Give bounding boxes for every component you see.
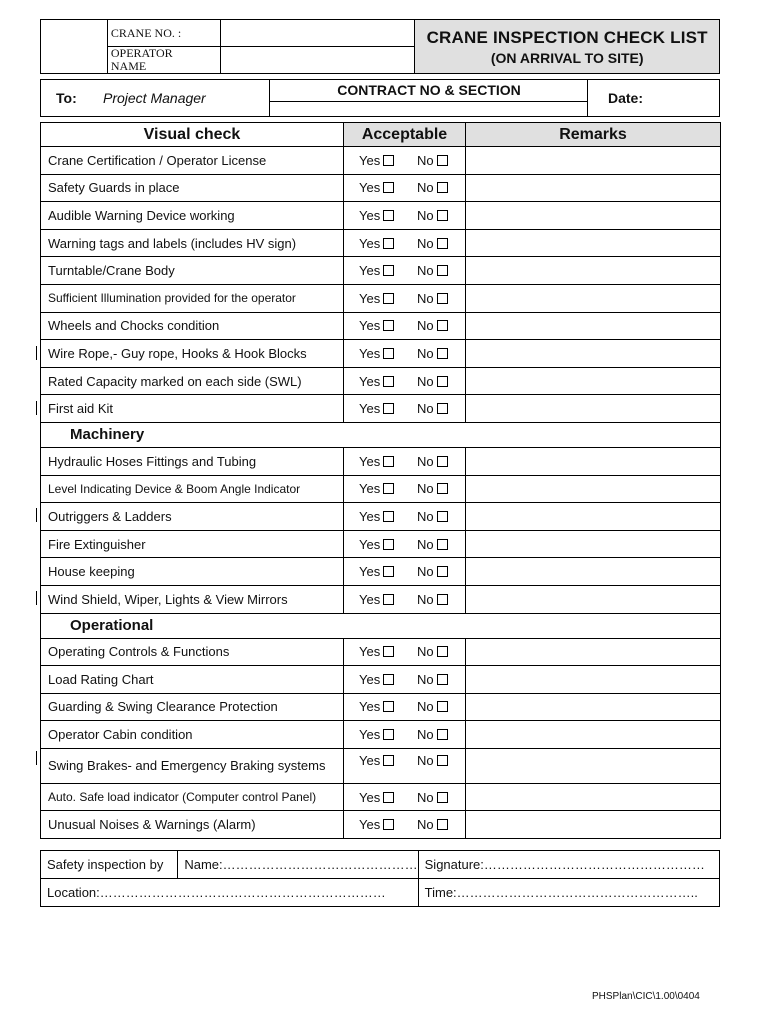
no-option[interactable] bbox=[417, 454, 448, 469]
column-header-row bbox=[41, 123, 721, 147]
no-option[interactable] bbox=[417, 644, 448, 659]
checklist-row bbox=[41, 284, 721, 312]
no-option[interactable] bbox=[417, 291, 448, 306]
yes-option[interactable] bbox=[359, 291, 417, 306]
yes-no-cell bbox=[344, 530, 466, 558]
checklist-row bbox=[41, 503, 721, 531]
yes-label: Yes bbox=[359, 263, 381, 279]
checklist-row bbox=[41, 721, 721, 749]
yes-checkbox[interactable] bbox=[383, 729, 394, 740]
no-checkbox[interactable] bbox=[437, 210, 448, 221]
yes-label: Yes bbox=[359, 481, 381, 497]
check-item-label: Fire Extinguisher bbox=[41, 530, 344, 558]
remarks-field[interactable] bbox=[466, 147, 721, 175]
no-label: No bbox=[417, 508, 434, 524]
remarks-field[interactable] bbox=[466, 530, 721, 558]
contract-label: CONTRACT NO & SECTION bbox=[269, 80, 588, 102]
check-item-label: Crane Certification / Operator License bbox=[41, 147, 344, 175]
yes-checkbox[interactable] bbox=[383, 155, 394, 166]
no-option[interactable] bbox=[417, 699, 448, 714]
check-item-label: First aid Kit bbox=[41, 395, 344, 423]
check-item-label: Auto. Safe load indicator (Computer control Panel) bbox=[41, 783, 344, 811]
operational-section-title: Operational bbox=[41, 613, 721, 638]
no-checkbox[interactable] bbox=[437, 674, 448, 685]
no-checkbox[interactable] bbox=[437, 155, 448, 166]
yes-label: Yes bbox=[359, 644, 381, 660]
no-checkbox[interactable] bbox=[437, 539, 448, 550]
yes-checkbox[interactable] bbox=[383, 456, 394, 467]
no-checkbox[interactable] bbox=[437, 483, 448, 494]
no-label: No bbox=[417, 373, 434, 389]
yes-label: Yes bbox=[359, 727, 381, 743]
no-label: No bbox=[417, 671, 434, 687]
yes-option[interactable] bbox=[359, 236, 417, 251]
date-box[interactable] bbox=[587, 80, 720, 116]
no-option[interactable] bbox=[417, 180, 448, 195]
no-label: No bbox=[417, 180, 434, 196]
yes-checkbox[interactable] bbox=[383, 320, 394, 331]
checklist-row bbox=[41, 174, 721, 202]
no-checkbox[interactable] bbox=[437, 701, 448, 712]
remarks-field[interactable] bbox=[466, 174, 721, 202]
no-checkbox[interactable] bbox=[437, 755, 448, 766]
yes-option[interactable] bbox=[359, 537, 417, 552]
check-item-label: Operator Cabin condition bbox=[41, 721, 344, 749]
yes-option[interactable] bbox=[359, 401, 417, 416]
yes-checkbox[interactable] bbox=[383, 182, 394, 193]
check-item-label: Wheels and Chocks condition bbox=[41, 312, 344, 340]
no-label: No bbox=[417, 591, 434, 607]
to-label: To: bbox=[56, 90, 77, 106]
remarks-field[interactable] bbox=[466, 475, 721, 503]
page-subtitle: (ON ARRIVAL TO SITE) bbox=[490, 49, 644, 66]
yes-no-cell bbox=[344, 748, 466, 783]
checklist-row bbox=[41, 558, 721, 586]
yes-checkbox[interactable] bbox=[383, 646, 394, 657]
no-label: No bbox=[417, 207, 434, 223]
no-label: No bbox=[417, 536, 434, 552]
no-label: No bbox=[417, 345, 434, 361]
yes-no-cell bbox=[344, 312, 466, 340]
checklist-row bbox=[41, 748, 721, 783]
operational-section-row bbox=[41, 613, 721, 638]
yes-checkbox[interactable] bbox=[383, 293, 394, 304]
remarks-field[interactable] bbox=[466, 693, 721, 721]
acceptable-header: Acceptable bbox=[344, 123, 466, 147]
checklist-row bbox=[41, 447, 721, 475]
operator-name-field[interactable] bbox=[220, 47, 415, 74]
operator-label-line2: NAME bbox=[110, 59, 147, 73]
check-item-label: House keeping bbox=[41, 558, 344, 586]
remarks-field[interactable] bbox=[466, 666, 721, 694]
no-option[interactable] bbox=[417, 318, 448, 333]
remarks-field[interactable] bbox=[466, 257, 721, 285]
remarks-field[interactable] bbox=[466, 638, 721, 666]
check-item-label: Wind Shield, Wiper, Lights & View Mirrors bbox=[41, 585, 344, 613]
check-item-label: Wire Rope,- Guy rope, Hooks & Hook Blocks bbox=[41, 340, 344, 368]
no-checkbox[interactable] bbox=[437, 792, 448, 803]
yes-label: Yes bbox=[359, 564, 381, 580]
no-checkbox[interactable] bbox=[437, 729, 448, 740]
yes-option[interactable] bbox=[359, 672, 417, 687]
checklist-row bbox=[41, 229, 721, 257]
check-item-label: Turntable/Crane Body bbox=[41, 257, 344, 285]
yes-option[interactable] bbox=[359, 592, 417, 607]
remarks-header: Remarks bbox=[466, 123, 721, 147]
yes-option[interactable] bbox=[359, 753, 417, 768]
no-checkbox[interactable] bbox=[437, 293, 448, 304]
checklist-row bbox=[41, 367, 721, 395]
yes-option[interactable] bbox=[359, 374, 417, 389]
checklist-row bbox=[41, 202, 721, 230]
remarks-field[interactable] bbox=[466, 558, 721, 586]
remarks-field[interactable] bbox=[466, 447, 721, 475]
yes-checkbox[interactable] bbox=[383, 403, 394, 414]
no-option[interactable] bbox=[417, 817, 448, 832]
yes-option[interactable] bbox=[359, 180, 417, 195]
checklist-row bbox=[41, 638, 721, 666]
page-title: CRANE INSPECTION CHECK LIST bbox=[426, 27, 708, 47]
yes-no-cell bbox=[344, 666, 466, 694]
yes-no-cell bbox=[344, 693, 466, 721]
yes-no-cell bbox=[344, 395, 466, 423]
remarks-field[interactable] bbox=[466, 367, 721, 395]
no-label: No bbox=[417, 152, 434, 168]
no-checkbox[interactable] bbox=[437, 819, 448, 830]
checklist-row bbox=[41, 395, 721, 423]
document-code: PHSPlan\CIC\1.00\0404 bbox=[592, 991, 700, 1002]
no-label: No bbox=[417, 727, 434, 743]
no-checkbox[interactable] bbox=[437, 320, 448, 331]
header-table bbox=[40, 19, 720, 74]
yes-no-cell bbox=[344, 257, 466, 285]
no-label: No bbox=[417, 699, 434, 715]
name-field[interactable]: Name:……………………………………… bbox=[178, 851, 418, 879]
remarks-field[interactable] bbox=[466, 748, 721, 783]
revision-bar bbox=[36, 346, 37, 360]
yes-label: Yes bbox=[359, 152, 381, 168]
no-checkbox[interactable] bbox=[437, 182, 448, 193]
no-label: No bbox=[417, 752, 434, 768]
yes-option[interactable] bbox=[359, 263, 417, 278]
no-option[interactable] bbox=[417, 374, 448, 389]
no-checkbox[interactable] bbox=[437, 594, 448, 605]
yes-no-cell bbox=[344, 284, 466, 312]
yes-label: Yes bbox=[359, 671, 381, 687]
remarks-field[interactable] bbox=[466, 721, 721, 749]
no-checkbox[interactable] bbox=[437, 646, 448, 657]
safety-by-label: Safety inspection by bbox=[41, 851, 178, 879]
no-checkbox[interactable] bbox=[437, 376, 448, 387]
yes-option[interactable] bbox=[359, 481, 417, 496]
yes-label: Yes bbox=[359, 453, 381, 469]
yes-option[interactable] bbox=[359, 817, 417, 832]
yes-no-cell bbox=[344, 585, 466, 613]
yes-no-cell bbox=[344, 475, 466, 503]
no-label: No bbox=[417, 564, 434, 580]
no-checkbox[interactable] bbox=[437, 348, 448, 359]
checklist-row bbox=[41, 340, 721, 368]
no-label: No bbox=[417, 817, 434, 833]
machinery-section-row bbox=[41, 422, 721, 447]
yes-option[interactable] bbox=[359, 153, 417, 168]
check-item-label: Swing Brakes- and Emergency Braking systems bbox=[41, 748, 344, 783]
yes-option[interactable] bbox=[359, 509, 417, 524]
checklist-table bbox=[40, 122, 721, 839]
checklist-row bbox=[41, 811, 721, 839]
no-option[interactable] bbox=[417, 401, 448, 416]
no-checkbox[interactable] bbox=[437, 238, 448, 249]
date-label: Date: bbox=[608, 90, 644, 106]
check-item-label: Sufficient Illumination provided for the operator bbox=[41, 284, 344, 312]
no-checkbox[interactable] bbox=[437, 566, 448, 577]
yes-option[interactable] bbox=[359, 564, 417, 579]
logo-cell bbox=[41, 20, 108, 74]
check-item-label: Operating Controls & Functions bbox=[41, 638, 344, 666]
yes-no-cell bbox=[344, 340, 466, 368]
yes-checkbox[interactable] bbox=[383, 238, 394, 249]
yes-checkbox[interactable] bbox=[383, 265, 394, 276]
yes-checkbox[interactable] bbox=[383, 566, 394, 577]
yes-checkbox[interactable] bbox=[383, 210, 394, 221]
yes-label: Yes bbox=[359, 699, 381, 715]
no-checkbox[interactable] bbox=[437, 456, 448, 467]
time-field[interactable]: Time:……………………………………………….. bbox=[418, 879, 719, 907]
yes-no-cell bbox=[344, 721, 466, 749]
no-label: No bbox=[417, 789, 434, 805]
yes-option[interactable] bbox=[359, 208, 417, 223]
remarks-field[interactable] bbox=[466, 229, 721, 257]
remarks-field[interactable] bbox=[466, 783, 721, 811]
yes-checkbox[interactable] bbox=[383, 674, 394, 685]
checklist-row bbox=[41, 312, 721, 340]
checklist-row bbox=[41, 475, 721, 503]
yes-no-cell bbox=[344, 174, 466, 202]
yes-no-cell bbox=[344, 202, 466, 230]
check-item-label: Load Rating Chart bbox=[41, 666, 344, 694]
no-option[interactable] bbox=[417, 753, 448, 768]
yes-no-cell bbox=[344, 147, 466, 175]
yes-checkbox[interactable] bbox=[383, 755, 394, 766]
no-option[interactable] bbox=[417, 346, 448, 361]
yes-label: Yes bbox=[359, 817, 381, 833]
yes-no-cell bbox=[344, 558, 466, 586]
no-label: No bbox=[417, 644, 434, 660]
signature-field[interactable]: Signature:…………………………………………… bbox=[418, 851, 719, 879]
checklist-row bbox=[41, 530, 721, 558]
no-option[interactable] bbox=[417, 236, 448, 251]
no-label: No bbox=[417, 290, 434, 306]
yes-option[interactable] bbox=[359, 644, 417, 659]
to-row bbox=[40, 79, 720, 117]
yes-label: Yes bbox=[359, 591, 381, 607]
yes-no-cell bbox=[344, 447, 466, 475]
no-option[interactable] bbox=[417, 592, 448, 607]
yes-no-cell bbox=[344, 503, 466, 531]
yes-checkbox[interactable] bbox=[383, 819, 394, 830]
to-value: Project Manager bbox=[103, 90, 206, 106]
yes-label: Yes bbox=[359, 752, 381, 768]
visual-check-header: Visual check bbox=[41, 123, 344, 147]
yes-option[interactable] bbox=[359, 454, 417, 469]
yes-option[interactable] bbox=[359, 699, 417, 714]
check-item-label: Unusual Noises & Warnings (Alarm) bbox=[41, 811, 344, 839]
yes-no-cell bbox=[344, 638, 466, 666]
yes-label: Yes bbox=[359, 318, 381, 334]
yes-label: Yes bbox=[359, 508, 381, 524]
no-option[interactable] bbox=[417, 790, 448, 805]
yes-option[interactable] bbox=[359, 346, 417, 361]
operator-name-label bbox=[107, 47, 220, 74]
yes-label: Yes bbox=[359, 401, 381, 417]
checklist-row bbox=[41, 693, 721, 721]
yes-checkbox[interactable] bbox=[383, 511, 394, 522]
remarks-field[interactable] bbox=[466, 395, 721, 423]
no-option[interactable] bbox=[417, 208, 448, 223]
no-label: No bbox=[417, 453, 434, 469]
checklist-row bbox=[41, 147, 721, 175]
check-item-label: Warning tags and labels (includes HV sign) bbox=[41, 229, 344, 257]
remarks-field[interactable] bbox=[466, 312, 721, 340]
yes-no-cell bbox=[344, 229, 466, 257]
remarks-field[interactable] bbox=[466, 340, 721, 368]
yes-checkbox[interactable] bbox=[383, 701, 394, 712]
no-option[interactable] bbox=[417, 509, 448, 524]
no-option[interactable] bbox=[417, 564, 448, 579]
check-item-label: Rated Capacity marked on each side (SWL) bbox=[41, 367, 344, 395]
operator-label-line1: OPERATOR bbox=[110, 46, 173, 60]
checklist-row bbox=[41, 257, 721, 285]
check-item-label: Guarding & Swing Clearance Protection bbox=[41, 693, 344, 721]
yes-option[interactable] bbox=[359, 727, 417, 742]
no-checkbox[interactable] bbox=[437, 403, 448, 414]
checklist-row bbox=[41, 783, 721, 811]
yes-checkbox[interactable] bbox=[383, 483, 394, 494]
yes-checkbox[interactable] bbox=[383, 376, 394, 387]
yes-label: Yes bbox=[359, 536, 381, 552]
yes-label: Yes bbox=[359, 789, 381, 805]
check-item-label: Hydraulic Hoses Fittings and Tubing bbox=[41, 447, 344, 475]
check-item-label: Outriggers & Ladders bbox=[41, 503, 344, 531]
crane-no-field[interactable] bbox=[220, 20, 415, 47]
no-label: No bbox=[417, 263, 434, 279]
remarks-field[interactable] bbox=[466, 284, 721, 312]
yes-label: Yes bbox=[359, 345, 381, 361]
no-option[interactable] bbox=[417, 727, 448, 742]
check-item-label: Audible Warning Device working bbox=[41, 202, 344, 230]
signoff-table bbox=[40, 850, 720, 907]
yes-checkbox[interactable] bbox=[383, 594, 394, 605]
no-option[interactable] bbox=[417, 263, 448, 278]
remarks-field[interactable] bbox=[466, 811, 721, 839]
checklist-row bbox=[41, 585, 721, 613]
yes-label: Yes bbox=[359, 180, 381, 196]
revision-bar bbox=[36, 591, 37, 605]
check-item-label: Level Indicating Device & Boom Angle Indicator bbox=[41, 475, 344, 503]
check-item-label: Safety Guards in place bbox=[41, 174, 344, 202]
revision-bar bbox=[36, 751, 37, 765]
machinery-section-title: Machinery bbox=[41, 422, 721, 447]
yes-no-cell bbox=[344, 367, 466, 395]
contract-field[interactable] bbox=[269, 101, 588, 117]
no-label: No bbox=[417, 481, 434, 497]
no-label: No bbox=[417, 401, 434, 417]
yes-label: Yes bbox=[359, 235, 381, 251]
yes-checkbox[interactable] bbox=[383, 792, 394, 803]
yes-label: Yes bbox=[359, 373, 381, 389]
yes-option[interactable] bbox=[359, 318, 417, 333]
title-cell bbox=[415, 20, 720, 74]
location-field[interactable]: Location:………………………………………………………… bbox=[41, 879, 419, 907]
checklist-row bbox=[41, 666, 721, 694]
yes-no-cell bbox=[344, 783, 466, 811]
no-label: No bbox=[417, 318, 434, 334]
yes-label: Yes bbox=[359, 207, 381, 223]
no-option[interactable] bbox=[417, 153, 448, 168]
no-checkbox[interactable] bbox=[437, 511, 448, 522]
yes-checkbox[interactable] bbox=[383, 348, 394, 359]
remarks-field[interactable] bbox=[466, 585, 721, 613]
no-option[interactable] bbox=[417, 537, 448, 552]
no-checkbox[interactable] bbox=[437, 265, 448, 276]
yes-option[interactable] bbox=[359, 790, 417, 805]
yes-no-cell bbox=[344, 811, 466, 839]
no-label: No bbox=[417, 235, 434, 251]
revision-bar bbox=[36, 508, 37, 522]
yes-label: Yes bbox=[359, 290, 381, 306]
crane-no-label: CRANE NO. : bbox=[107, 20, 220, 47]
remarks-field[interactable] bbox=[466, 503, 721, 531]
yes-checkbox[interactable] bbox=[383, 539, 394, 550]
remarks-field[interactable] bbox=[466, 202, 721, 230]
revision-bar bbox=[36, 401, 37, 415]
no-option[interactable] bbox=[417, 672, 448, 687]
no-option[interactable] bbox=[417, 481, 448, 496]
